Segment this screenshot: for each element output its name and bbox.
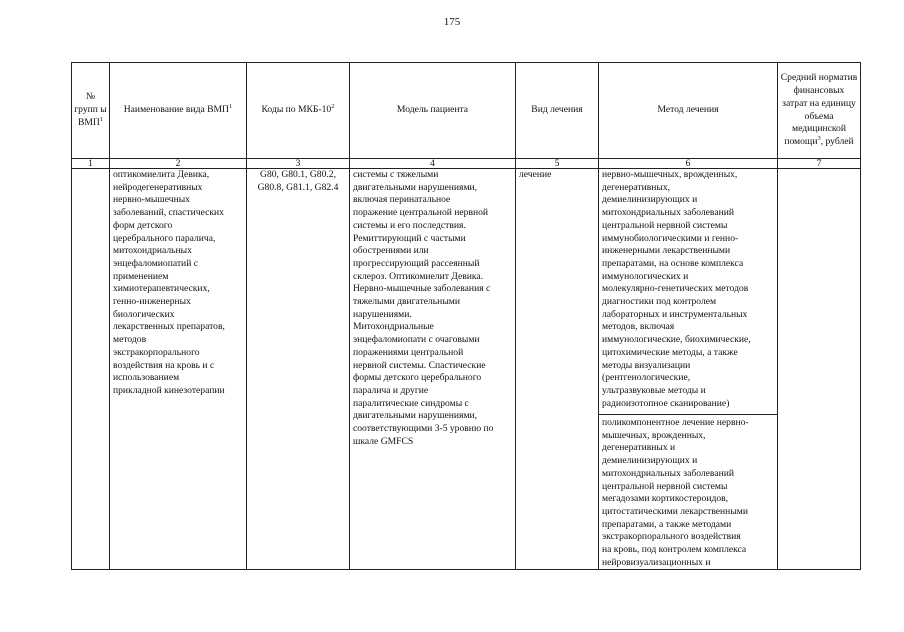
column-number: 6 <box>599 159 778 169</box>
header-icd-codes-text: Коды по МКБ-10 <box>261 104 332 116</box>
vmp-table <box>71 62 861 570</box>
cell-icd-codes: G80, G80.1, G80.2, G80.8, G81.1, G82.4 <box>247 169 350 570</box>
header-treatment-type: Вид лечения <box>516 63 599 159</box>
cell-patient-model: системы с тяжелыми двигательными нарушениями, включая перинатальное поражение центральной нервной системы и его последствия. Ремиттирующий с частыми обострениями или прогрессирующий рассеянный склероз. Оптикомиелит Девика. Нервно-мышечные заболевания с тяжелыми двигательными нарушениями. Митохондриальные энцефаломиопати с очаговыми поражениями центральной нервной системы. Спастические формы детского церебрального паралича и другие паралитические синдромы с двигательными нарушениями, соответствующими 3-5 уровню по шкале GMFCS <box>350 169 516 570</box>
header-treatment-method: Метод лечения <box>599 63 778 159</box>
cell-cost-norm <box>778 169 861 570</box>
header-vmp-name-text: Наименование вида ВМП <box>123 104 229 116</box>
cell-treatment-type: лечение <box>516 169 599 570</box>
column-number: 4 <box>350 159 516 169</box>
header-vmp-name <box>110 63 247 159</box>
footnote-marker: 2 <box>331 102 335 110</box>
column-number: 1 <box>72 159 110 169</box>
cell-treatment-method <box>599 169 778 570</box>
header-icd-codes <box>247 63 350 159</box>
column-number: 3 <box>247 159 350 169</box>
footnote-marker: 1 <box>228 102 233 110</box>
cell-vmp-name: оптикомиелита Девика, нейродегенеративных нервно-мышечных заболеваний, спастических форм детского церебрального паралича, митохондриальных энцефаломиопатий с применением химиотерапевтических, генно-инженерных биологических лекарственных препаратов, методов экстракорпорального воздействия на кровь и с использованием прикладной кинезотерапии <box>110 169 247 570</box>
footnote-marker: 3 <box>817 134 821 142</box>
treatment-method-2: поликомпонентное лечение нервно- мышечных, врожденных, дегенеративных и демиелинизирующих и митохондриальных заболеваний центральной нервной системы мегадозами кортикостероидов, цитостатическими лекарственными препаратами, а также методами экстракорпорального воздействия на кровь, под контролем комплекса нейровизуализационных и <box>602 417 749 568</box>
table-row <box>72 169 861 570</box>
footnote-marker: 1 <box>99 115 104 123</box>
header-group-number <box>72 63 110 159</box>
header-patient-model: Модель пациента <box>350 63 516 159</box>
header-cost-norm-unit: , рублей <box>820 135 854 147</box>
column-number: 7 <box>778 159 861 169</box>
column-number: 5 <box>516 159 599 169</box>
column-number: 2 <box>110 159 247 169</box>
page-number: 175 <box>443 16 461 28</box>
header-group-number-text: № групп ы ВМП <box>74 91 107 128</box>
cell-group-number <box>72 169 110 570</box>
header-cost-norm <box>778 63 861 159</box>
header-row <box>72 63 861 159</box>
header-cost-norm-text: Средний норматив финансовых затрат на единицу объема медицинской помощи <box>780 72 858 147</box>
treatment-method-1: нервно-мышечных, врожденных, дегенеративных, демиелинизирующих и митохондриальных заболеваний центральной нервной системы иммунобиологическими и генно- инженерными лекарственными препаратами, на основе комплекса иммунологических и молекулярно-генетических методов диагностики под контролем лабораторных и инструментальных методов, включая иммунологические, биохимические, цитохимические методы, а также методы визуализации (рентгенологические, ультразвуковые методы и радиоизотопное сканирование) <box>599 169 777 415</box>
column-number-row <box>72 159 861 169</box>
